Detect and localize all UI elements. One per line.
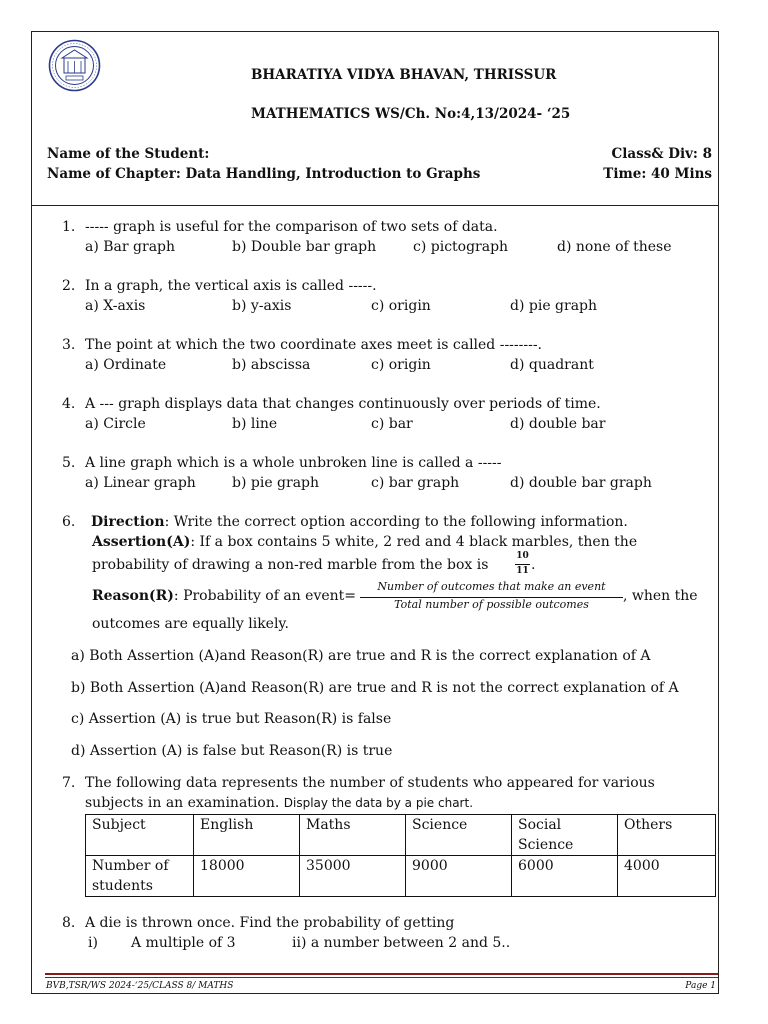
table-cell: 4000 xyxy=(618,856,716,897)
question-7-text-2: subjects in an examination. xyxy=(85,795,280,811)
reason-fraction-numerator: Number of outcomes that make an event xyxy=(377,580,606,593)
question-2-option-c: c) origin xyxy=(371,298,431,314)
question-6-reason xyxy=(92,588,356,604)
question-2-option-a: a) X-axis xyxy=(85,298,146,314)
question-4-option-a: a) Circle xyxy=(85,416,146,432)
table-cell: Maths xyxy=(300,815,406,856)
question-3-option-c: c) origin xyxy=(371,357,431,373)
question-3-number: 3. xyxy=(62,337,76,353)
header-divider xyxy=(31,205,719,206)
question-6-assertion-line2: probability of drawing a non-red marble from the box is xyxy=(92,557,489,573)
worksheet-title: MATHEMATICS WS/Ch. No:4,13/2024- ‘25 xyxy=(251,106,571,122)
question-8-number: 8. xyxy=(62,915,76,931)
assertion-fraction-bar xyxy=(515,564,530,565)
footer-code: BVB,TSR/WS 2024-‘25/CLASS 8/ MATHS xyxy=(46,981,234,991)
assertion-period: . xyxy=(531,557,536,573)
question-6-option-c: c) Assertion (A) is true but Reason(R) is false xyxy=(71,711,392,727)
time-label: Time: 40 Mins xyxy=(603,166,712,182)
question-8-sub-ii: ii) a number between 2 and 5.. xyxy=(292,935,511,951)
question-7-line2 xyxy=(85,795,473,811)
footer-rule-thick xyxy=(45,973,718,975)
question-5-option-c: c) bar graph xyxy=(371,475,460,491)
question-8-text: A die is thrown once. Find the probability of getting xyxy=(85,915,455,931)
question-5-number: 5. xyxy=(62,455,76,471)
question-6-option-d: d) Assertion (A) is false but Reason(R) is true xyxy=(71,743,393,759)
question-3-option-a: a) Ordinate xyxy=(85,357,167,373)
question-3-option-b: b) abscissa xyxy=(232,357,311,373)
reason-fraction-denominator: Total number of possible outcomes xyxy=(394,598,589,611)
question-5-option-d: d) double bar graph xyxy=(510,475,652,491)
class-div-label: Class& Div: 8 xyxy=(611,146,712,162)
question-3-option-d: d) quadrant xyxy=(510,357,594,373)
assertion-fraction-denominator: 11 xyxy=(516,566,529,576)
question-8-sub-i-text: A multiple of 3 xyxy=(131,935,236,951)
question-5-option-a: a) Linear graph xyxy=(85,475,196,491)
question-6-direction xyxy=(91,514,628,530)
question-6-assertion xyxy=(92,534,637,550)
school-name: BHARATIYA VIDYA BHAVAN, THRISSUR xyxy=(251,67,557,83)
question-2-option-d: d) pie graph xyxy=(510,298,598,314)
table-row xyxy=(86,856,716,897)
question-6-option-a: a) Both Assertion (A)and Reason(R) are true and R is the correct explanation of A xyxy=(71,648,651,664)
direction-text: : Write the correct option according to the following information. xyxy=(164,514,628,530)
question-4-text: A --- graph displays data that changes continuously over periods of time. xyxy=(85,396,601,412)
question-4-option-d: d) double bar xyxy=(510,416,606,432)
school-logo-icon xyxy=(48,39,101,92)
chapter-label: Name of Chapter: Data Handling, Introduction to Graphs xyxy=(47,166,481,182)
table-cell: 35000 xyxy=(300,856,406,897)
question-4-option-b: b) line xyxy=(232,416,278,432)
question-7-number: 7. xyxy=(62,775,76,791)
table-cell: Social Science xyxy=(512,815,618,856)
question-2-number: 2. xyxy=(62,278,76,294)
question-1-option-a: a) Bar graph xyxy=(85,239,176,255)
table-row xyxy=(86,815,716,856)
question-7-text-3: Display the data by a pie chart. xyxy=(283,796,474,810)
question-1-text: ----- graph is useful for the comparison of two sets of data. xyxy=(85,219,498,235)
question-5-option-b: b) pie graph xyxy=(232,475,320,491)
footer-rule-thin xyxy=(45,977,718,978)
question-2-text: In a graph, the vertical axis is called -----. xyxy=(85,278,377,294)
assertion-text: : If a box contains 5 white, 2 red and 4 black marbles, then the xyxy=(190,534,638,550)
table-cell: Others xyxy=(618,815,716,856)
reason-tail: , when the xyxy=(623,588,698,604)
table-cell: Subject xyxy=(86,815,194,856)
table-cell: English xyxy=(194,815,300,856)
question-6-number: 6. xyxy=(62,514,76,530)
question-5-text: A line graph which is a whole unbroken line is called a ----- xyxy=(85,455,502,471)
page-number: Page 1 xyxy=(685,981,716,991)
question-3-text: The point at which the two coordinate axes meet is called --------. xyxy=(85,337,543,353)
question-1-option-b: b) Double bar graph xyxy=(232,239,377,255)
question-4-number: 4. xyxy=(62,396,76,412)
table-cell: 9000 xyxy=(406,856,512,897)
assertion-fraction-numerator: 10 xyxy=(516,551,529,561)
subject-table xyxy=(85,814,716,897)
question-6-reason-line2: outcomes are equally likely. xyxy=(92,616,289,632)
question-1-number: 1. xyxy=(62,219,76,235)
question-6-option-b: b) Both Assertion (A)and Reason(R) are true and R is not the correct explanation of A xyxy=(71,680,679,696)
reason-label: Reason(R) xyxy=(92,588,174,604)
question-8-sub-i-label: i) xyxy=(88,935,98,951)
student-name-label: Name of the Student: xyxy=(47,146,210,162)
table-cell: Number of students xyxy=(86,856,194,897)
question-1-option-d: d) none of these xyxy=(557,239,672,255)
direction-label: Direction xyxy=(91,514,165,530)
question-7-text: The following data represents the number of students who appeared for various xyxy=(85,775,655,791)
assertion-label: Assertion(A) xyxy=(92,534,191,550)
reason-text: : Probability of an event= xyxy=(173,588,357,604)
table-cell: 18000 xyxy=(194,856,300,897)
question-1-option-c: c) pictograph xyxy=(413,239,509,255)
question-4-option-c: c) bar xyxy=(371,416,413,432)
question-2-option-b: b) y-axis xyxy=(232,298,292,314)
table-cell: Science xyxy=(406,815,512,856)
table-cell: 6000 xyxy=(512,856,618,897)
